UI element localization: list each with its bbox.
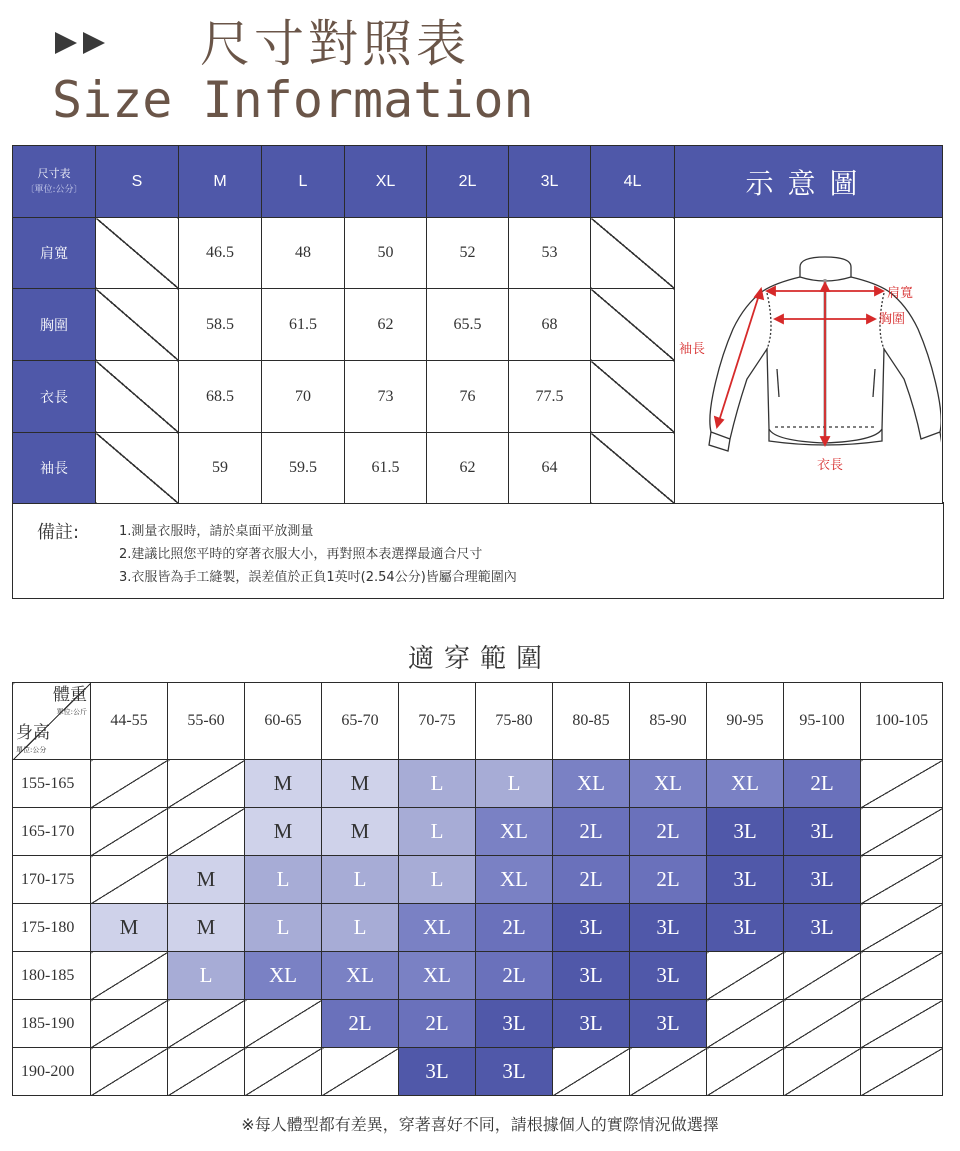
fit-size-cell: 3L	[784, 856, 861, 904]
weight-unit: 單位:公斤	[56, 708, 87, 716]
height-label: 身高	[16, 723, 50, 743]
height-unit: 單位:公分	[16, 746, 47, 754]
empty-cell	[784, 952, 861, 1000]
fit-size-cell: 3L	[707, 856, 784, 904]
notes-label: 備註:	[37, 522, 80, 543]
size-value: 64	[509, 433, 591, 504]
fit-size-cell: 3L	[630, 952, 707, 1000]
weight-col-header: 75-80	[476, 683, 553, 760]
empty-cell	[96, 361, 179, 433]
fit-size-cell: 2L	[784, 760, 861, 808]
fit-size-cell: L	[245, 904, 322, 952]
size-col-header: 3L	[509, 146, 591, 218]
left-sleeve-seam	[767, 293, 771, 349]
fit-row	[13, 760, 943, 808]
empty-cell	[96, 289, 179, 361]
fit-size-cell: 3L	[784, 808, 861, 856]
fit-row	[13, 1048, 943, 1096]
fit-size-cell: 3L	[399, 1048, 476, 1096]
size-value: 68	[509, 289, 591, 361]
weight-label: 體重	[53, 685, 87, 705]
arrow-head	[821, 437, 829, 445]
empty-cell	[861, 760, 943, 808]
fit-size-cell: XL	[553, 760, 630, 808]
fit-size-cell: 3L	[553, 904, 630, 952]
fit-size-cell: 2L	[553, 808, 630, 856]
fit-size-cell: L	[399, 808, 476, 856]
size-value: 76	[427, 361, 509, 433]
empty-cell	[168, 808, 245, 856]
fit-range-table	[12, 682, 943, 1096]
fit-size-cell: 3L	[630, 904, 707, 952]
size-table	[12, 145, 943, 504]
page-subtitle: Size Information	[52, 71, 534, 129]
fit-size-cell: XL	[399, 904, 476, 952]
size-col-header: XL	[345, 146, 427, 218]
page-title: 尺寸對照表	[200, 15, 470, 73]
weight-col-header: 80-85	[553, 683, 630, 760]
weight-col-header: 44-55	[91, 683, 168, 760]
fit-footnote: ※每人體型都有差異，穿著喜好不同，請根據個人的實際情況做選擇	[241, 1115, 719, 1134]
empty-cell	[591, 218, 675, 289]
double-arrow-icon	[55, 30, 115, 56]
empty-cell	[861, 856, 943, 904]
empty-cell	[322, 1048, 399, 1096]
left-pocket	[777, 369, 779, 397]
size-value: 58.5	[179, 289, 262, 361]
fit-size-cell: 2L	[630, 856, 707, 904]
weight-col-header: 70-75	[399, 683, 476, 760]
size-col-header: M	[179, 146, 262, 218]
empty-cell	[91, 856, 168, 904]
fit-size-cell: 3L	[707, 808, 784, 856]
size-header-row	[13, 146, 943, 218]
empty-cell	[591, 433, 675, 504]
fit-size-cell: L	[476, 760, 553, 808]
empty-cell	[591, 289, 675, 361]
fit-size-cell: 3L	[707, 904, 784, 952]
height-header	[16, 723, 50, 757]
fit-size-cell: M	[168, 904, 245, 952]
weight-col-header: 55-60	[168, 683, 245, 760]
size-col-header: S	[96, 146, 179, 218]
height-row-label: 170-175	[13, 856, 91, 904]
fit-size-cell: 3L	[630, 1000, 707, 1048]
size-value: 59.5	[262, 433, 345, 504]
empty-cell	[168, 1000, 245, 1048]
size-value: 70	[262, 361, 345, 433]
fit-size-cell: 2L	[630, 808, 707, 856]
arrow-head	[755, 289, 763, 299]
fit-row	[13, 904, 943, 952]
weight-header	[53, 685, 87, 719]
diagram-header: 示意圖	[675, 146, 943, 218]
arrow-head	[867, 315, 875, 323]
empty-cell	[91, 1000, 168, 1048]
corner-unit: 〔單位:公分〕	[25, 184, 83, 195]
height-row-label: 165-170	[13, 808, 91, 856]
arrow-head	[821, 283, 829, 291]
fit-row	[13, 952, 943, 1000]
fit-size-cell: 3L	[476, 1048, 553, 1096]
fit-size-cell: 3L	[784, 904, 861, 952]
sleeve-arrow	[719, 295, 759, 421]
empty-cell	[168, 760, 245, 808]
empty-cell	[91, 808, 168, 856]
empty-cell	[707, 952, 784, 1000]
fit-size-cell: M	[322, 760, 399, 808]
fit-header-row	[13, 683, 943, 760]
fit-size-cell: XL	[630, 760, 707, 808]
size-value: 52	[427, 218, 509, 289]
note-line: 1.測量衣服時，請於桌面平放測量	[119, 524, 314, 539]
arrow-head	[875, 287, 883, 295]
fit-size-cell: XL	[322, 952, 399, 1000]
empty-cell	[784, 1048, 861, 1096]
note-line: 3.衣服皆為手工縫製，誤差值於正負1英吋(2.54公分)皆屬合理範圍內	[119, 570, 517, 585]
empty-cell	[861, 808, 943, 856]
empty-cell	[861, 1048, 943, 1096]
empty-cell	[861, 1000, 943, 1048]
empty-cell	[91, 952, 168, 1000]
empty-cell	[96, 218, 179, 289]
size-value: 61.5	[345, 433, 427, 504]
fit-table-corner	[13, 683, 91, 760]
fit-size-cell: L	[245, 856, 322, 904]
empty-cell	[630, 1048, 707, 1096]
weight-col-header: 65-70	[322, 683, 399, 760]
sleeve-label: 袖長	[679, 342, 706, 357]
size-value: 73	[345, 361, 427, 433]
empty-cell	[591, 361, 675, 433]
size-value: 65.5	[427, 289, 509, 361]
size-col-header: 4L	[591, 146, 675, 218]
arrow-head	[715, 417, 723, 427]
size-value: 53	[509, 218, 591, 289]
size-value: 50	[345, 218, 427, 289]
fit-row	[13, 856, 943, 904]
size-value: 77.5	[509, 361, 591, 433]
collar-shape	[800, 257, 851, 281]
empty-cell	[707, 1048, 784, 1096]
size-value: 62	[427, 433, 509, 504]
empty-cell	[245, 1048, 322, 1096]
fit-size-cell: 3L	[553, 952, 630, 1000]
size-value: 46.5	[179, 218, 262, 289]
empty-cell	[553, 1048, 630, 1096]
fit-size-cell: 3L	[476, 1000, 553, 1048]
fit-size-cell: L	[399, 760, 476, 808]
jacket-diagram-cell	[675, 218, 943, 504]
weight-col-header: 85-90	[630, 683, 707, 760]
shoulder-label: 肩寬	[887, 286, 914, 301]
fit-row	[13, 808, 943, 856]
jacket-diagram	[675, 219, 941, 503]
empty-cell	[245, 1000, 322, 1048]
measure-label: 肩寬	[13, 218, 96, 289]
size-value: 59	[179, 433, 262, 504]
notes-box	[12, 502, 944, 599]
height-row-label: 155-165	[13, 760, 91, 808]
size-row	[13, 218, 943, 289]
fit-size-cell: M	[168, 856, 245, 904]
fit-size-cell: 2L	[399, 1000, 476, 1048]
size-value: 62	[345, 289, 427, 361]
fit-range-title: 適穿範圍	[407, 644, 552, 674]
length-label: 衣長	[817, 458, 844, 473]
size-value: 48	[262, 218, 345, 289]
empty-cell	[96, 433, 179, 504]
fit-size-cell: M	[245, 808, 322, 856]
fit-size-cell: M	[91, 904, 168, 952]
size-col-header: 2L	[427, 146, 509, 218]
fit-size-cell: XL	[476, 856, 553, 904]
note-line: 2.建議比照您平時的穿著衣服大小，再對照本表選擇最適合尺寸	[119, 547, 483, 562]
weight-col-header: 90-95	[707, 683, 784, 760]
height-row-label: 175-180	[13, 904, 91, 952]
empty-cell	[861, 952, 943, 1000]
measure-label: 胸圍	[13, 289, 96, 361]
fit-size-cell: 3L	[553, 1000, 630, 1048]
size-value: 61.5	[262, 289, 345, 361]
arrow-head	[775, 315, 783, 323]
size-value: 68.5	[179, 361, 262, 433]
corner-label: 尺寸表	[37, 166, 71, 180]
weight-col-header: 60-65	[245, 683, 322, 760]
right-cuff	[940, 432, 941, 445]
fit-size-cell: L	[399, 856, 476, 904]
height-row-label: 180-185	[13, 952, 91, 1000]
fit-size-cell: 2L	[476, 952, 553, 1000]
fit-size-cell: XL	[476, 808, 553, 856]
fit-size-cell: M	[322, 808, 399, 856]
chest-label: 胸圍	[879, 312, 906, 327]
height-row-label: 185-190	[13, 1000, 91, 1048]
fit-size-cell: 2L	[476, 904, 553, 952]
measure-label: 衣長	[13, 361, 96, 433]
fit-size-cell: XL	[399, 952, 476, 1000]
fit-row	[13, 1000, 943, 1048]
weight-col-header: 100-105	[861, 683, 943, 760]
measure-label: 袖長	[13, 433, 96, 504]
empty-cell	[168, 1048, 245, 1096]
fit-size-cell: 2L	[322, 1000, 399, 1048]
fit-size-cell: L	[322, 904, 399, 952]
fit-size-cell: XL	[707, 760, 784, 808]
size-col-header: L	[262, 146, 345, 218]
weight-col-header: 95-100	[784, 683, 861, 760]
empty-cell	[861, 904, 943, 952]
fit-size-cell: XL	[245, 952, 322, 1000]
fit-size-cell: M	[245, 760, 322, 808]
right-pocket	[873, 369, 875, 397]
fit-size-cell: L	[168, 952, 245, 1000]
size-table-corner	[13, 146, 96, 218]
empty-cell	[91, 1048, 168, 1096]
height-row-label: 190-200	[13, 1048, 91, 1096]
empty-cell	[91, 760, 168, 808]
fit-size-cell: 2L	[553, 856, 630, 904]
empty-cell	[707, 1000, 784, 1048]
fit-range-body	[13, 760, 943, 1096]
fit-size-cell: L	[322, 856, 399, 904]
empty-cell	[784, 1000, 861, 1048]
